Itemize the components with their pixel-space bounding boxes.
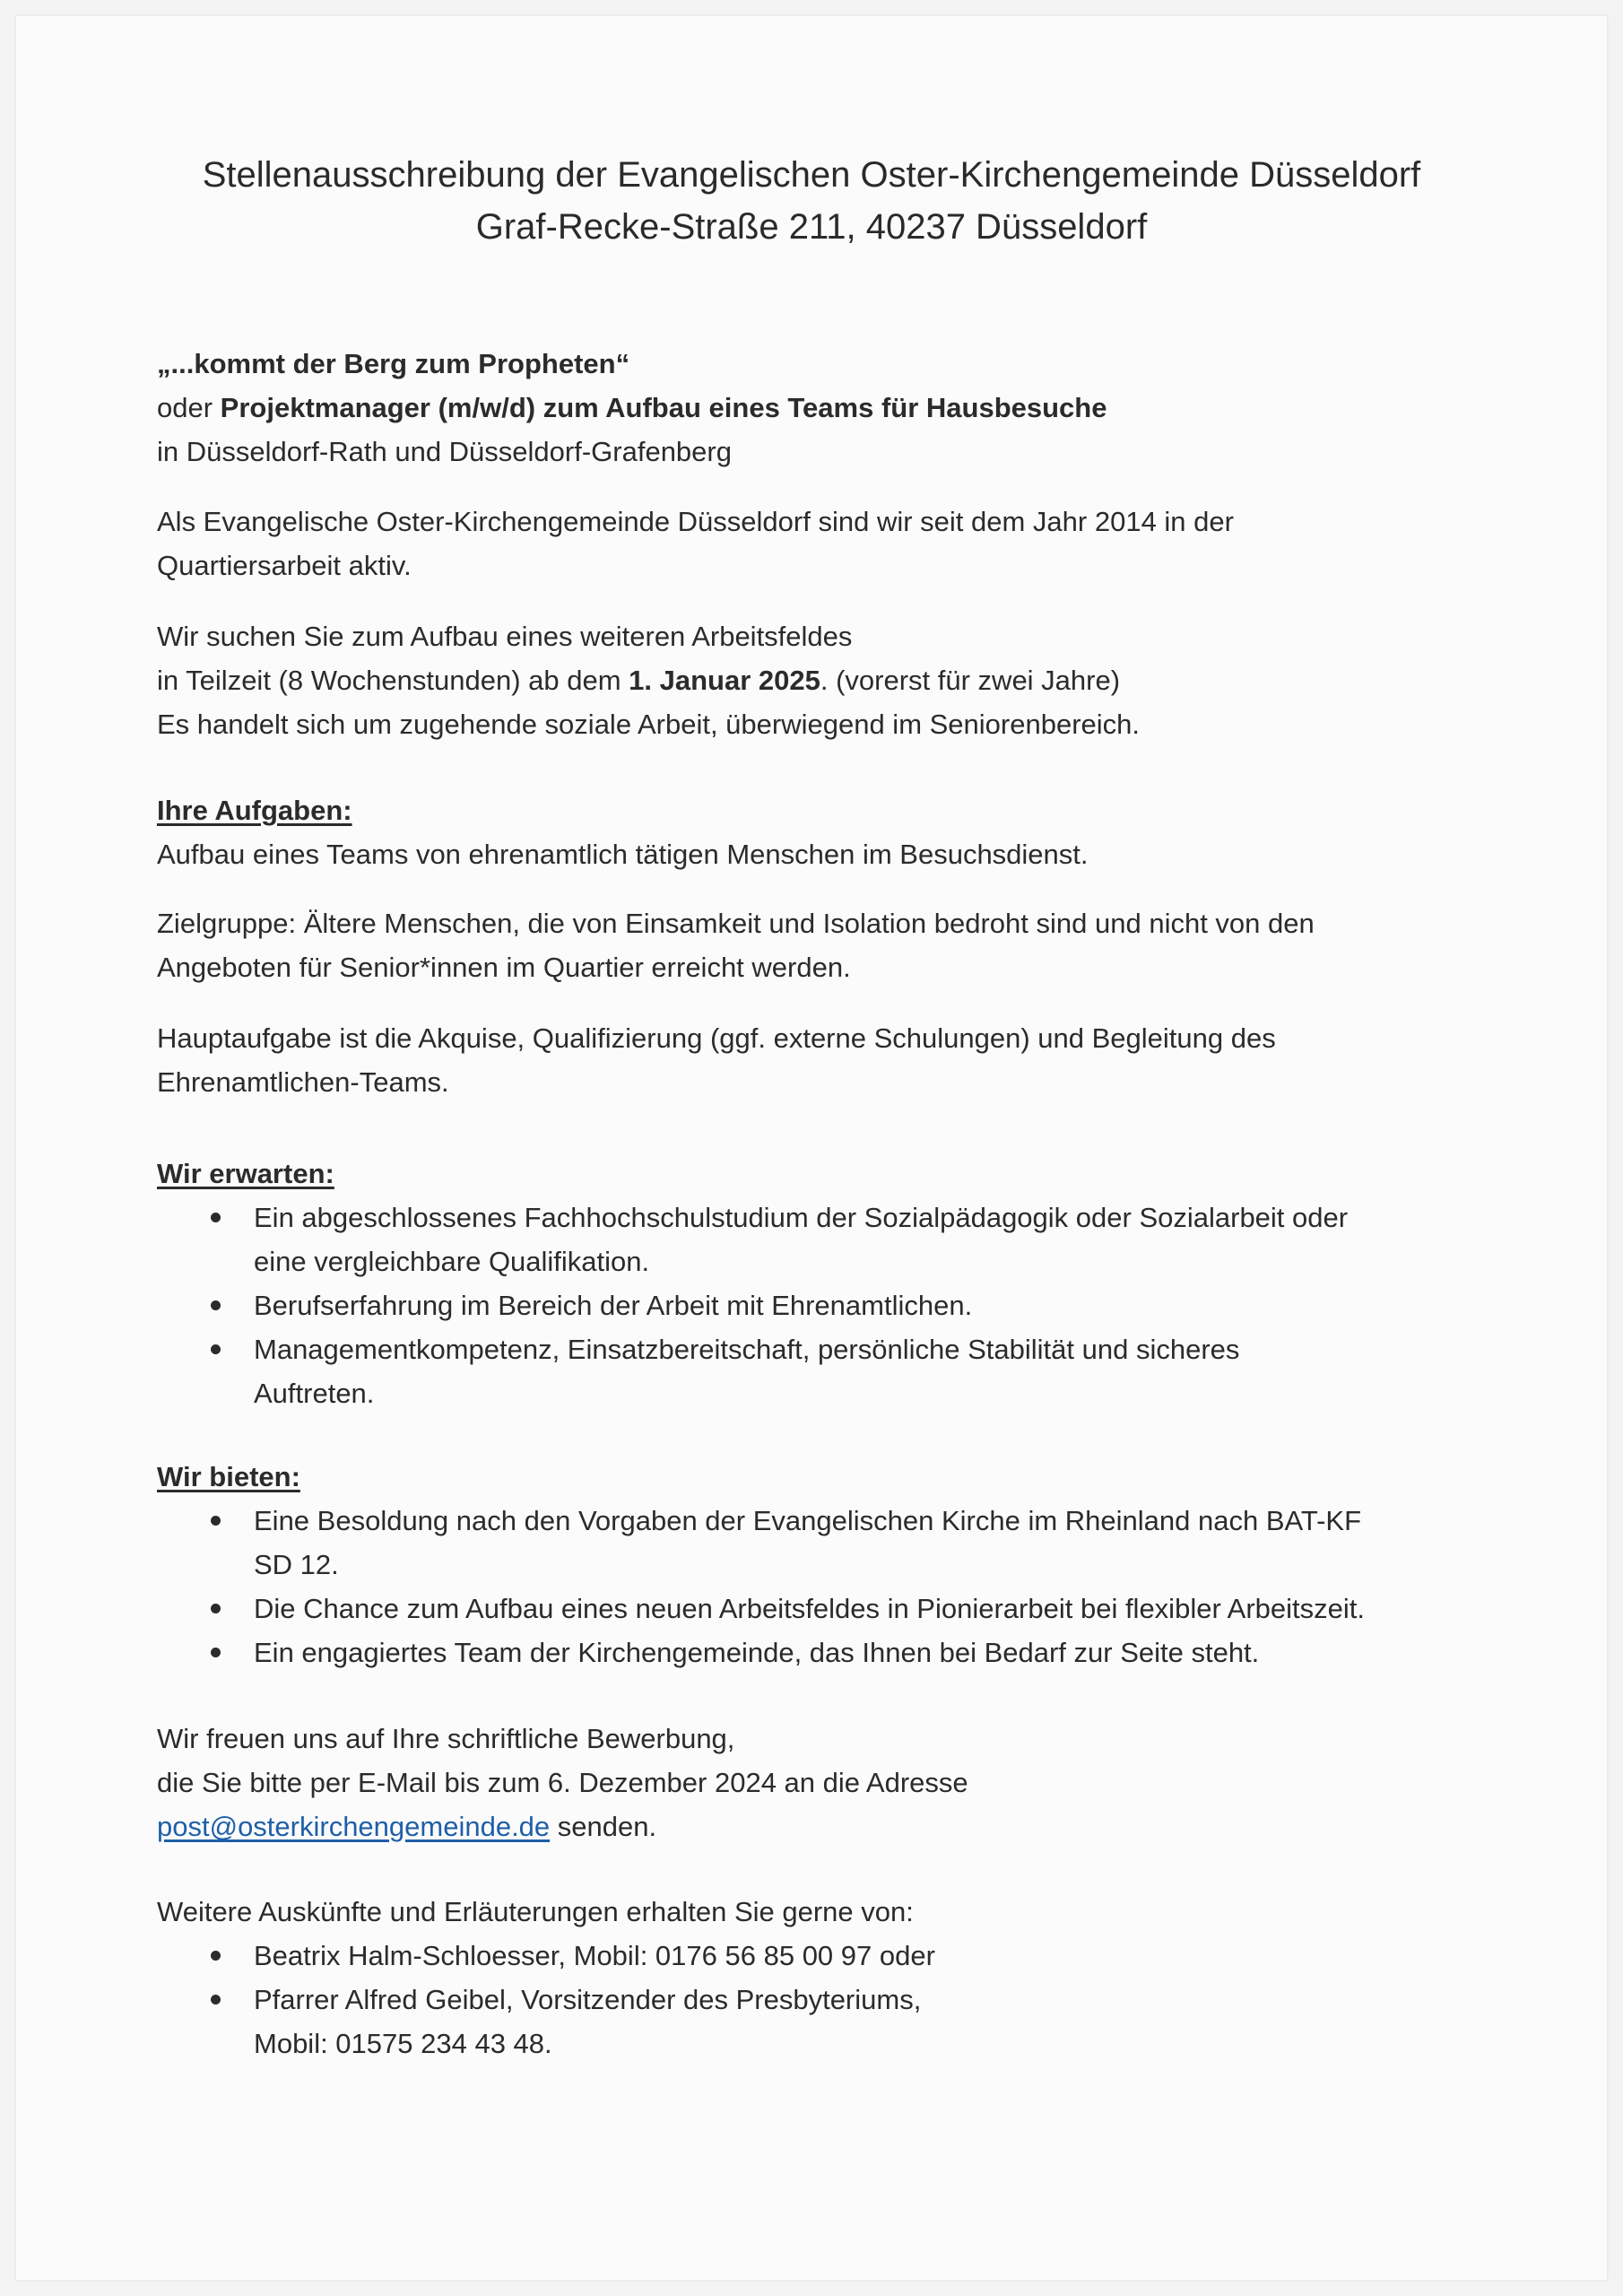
target-group-block (157, 901, 1484, 989)
offer-block (157, 1455, 1484, 1674)
list-item: Die Chance zum Aufbau eines neuen Arbeitsfeldes in Pionierarbeit bei flexibler Arbeitszeit. (157, 1587, 1484, 1631)
intro-block (157, 342, 1484, 474)
list-item: Managementkompetenz, Einsatzbereitschaft, persönliche Stabilität und sicheres Auftreten. (157, 1327, 1484, 1415)
apply-block (157, 1717, 1484, 1848)
list-item: Berufserfahrung im Bereich der Arbeit mit Ehrenamtlichen. (157, 1283, 1484, 1327)
bullet-icon (211, 1213, 221, 1222)
role-title: Projektmanager (m/w/d) zum Aufbau eines Teams für Hausbesuche (220, 392, 1107, 423)
expect-heading: Wir erwarten: (157, 1158, 334, 1189)
target-line-1: Zielgruppe: Ältere Menschen, die von Einsamkeit und Isolation bedroht sind und nicht von den (157, 908, 1315, 939)
main-task-block (157, 1016, 1484, 1104)
tasks-line-1: Aufbau eines Teams von ehrenamtlich tätigen Menschen im Besuchsdienst. (157, 839, 1089, 870)
list-item: Ein engagiertes Team der Kirchengemeinde, das Ihnen bei Bedarf zur Seite steht. (157, 1631, 1484, 1674)
contacts-intro: Weitere Auskünfte und Erläuterungen erhalten Sie gerne von: (157, 1896, 914, 1927)
list-item: Eine Besoldung nach den Vorgaben der Evangelischen Kirche im Rheinland nach BAT-KF SD 12. (157, 1499, 1484, 1587)
bullet-icon (211, 1300, 221, 1310)
role-line (157, 386, 1484, 430)
main-task-line-2: Ehrenamtlichen-Teams. (157, 1066, 449, 1098)
header-title: Stellenausschreibung der Evangelischen Oster-Kirchengemeinde Düsseldorf (202, 155, 1421, 195)
tasks-block (157, 788, 1484, 876)
offer-heading: Wir bieten: (157, 1461, 300, 1492)
expect-block (157, 1152, 1484, 1415)
tagline: „...kommt der Berg zum Propheten“ (157, 348, 630, 379)
contacts-list (157, 1934, 1484, 2066)
list-item: Pfarrer Alfred Geibel, Vorsitzender des Presbyteriums, Mobil: 01575 234 43 48. (157, 1978, 1484, 2066)
role-prefix: oder (157, 392, 221, 423)
apply-line-1: Wir freuen uns auf Ihre schriftliche Bewerbung, (157, 1723, 735, 1754)
list-item: Ein abgeschlossenes Fachhochschulstudium der Sozialpädagogik oder Sozialarbeit oder eine vergleichbare Qualifikation. (157, 1196, 1484, 1283)
bullet-icon (211, 1604, 221, 1613)
location-line: in Düsseldorf-Rath und Düsseldorf-Grafenberg (157, 436, 732, 467)
main-task-line-1: Hauptaufgabe ist die Akquise, Qualifizierung (ggf. externe Schulungen) und Begleitung des (157, 1022, 1276, 1054)
search-line-1: Wir suchen Sie zum Aufbau eines weiteren Arbeitsfeldes (157, 621, 853, 652)
header-address: Graf-Recke-Straße 211, 40237 Düsseldorf (475, 207, 1148, 247)
apply-line-2: die Sie bitte per E-Mail bis zum 6. Dezember 2024 an die Adresse (157, 1767, 968, 1798)
contacts-block (157, 1890, 1484, 2066)
bullet-icon (211, 1995, 221, 2005)
bullet-icon (211, 1951, 221, 1961)
apply-line-3: post@osterkirchengemeinde.de senden. (157, 1811, 657, 1842)
search-line-3: Es handelt sich um zugehende soziale Arbeit, überwiegend im Seniorenbereich. (157, 709, 1141, 740)
search-line-2: in Teilzeit (8 Wochenstunden) ab dem 1. Januar 2025. (vorerst für zwei Jahre) (157, 665, 1121, 696)
about-line-1: Als Evangelische Oster-Kirchengemeinde Düsseldorf sind wir seit dem Jahr 2014 in der (157, 506, 1234, 537)
email-link[interactable]: post@osterkirchengemeinde.de (157, 1811, 551, 1842)
target-line-2: Angeboten für Senior*innen im Quartier erreicht werden. (157, 952, 851, 983)
expect-list (157, 1196, 1484, 1415)
bullet-icon (211, 1344, 221, 1354)
start-date: 1. Januar 2025 (629, 665, 820, 696)
tasks-heading: Ihre Aufgaben: (157, 795, 352, 826)
offer-list (157, 1499, 1484, 1674)
about-line-2: Quartiersarbeit aktiv. (157, 550, 412, 581)
list-item: Beatrix Halm-Schloesser, Mobil: 0176 56 85 00 97 oder (157, 1934, 1484, 1978)
bullet-icon (211, 1516, 221, 1526)
search-block (157, 614, 1484, 746)
about-block (157, 500, 1484, 587)
bullet-icon (211, 1648, 221, 1657)
document-header (0, 149, 1623, 253)
